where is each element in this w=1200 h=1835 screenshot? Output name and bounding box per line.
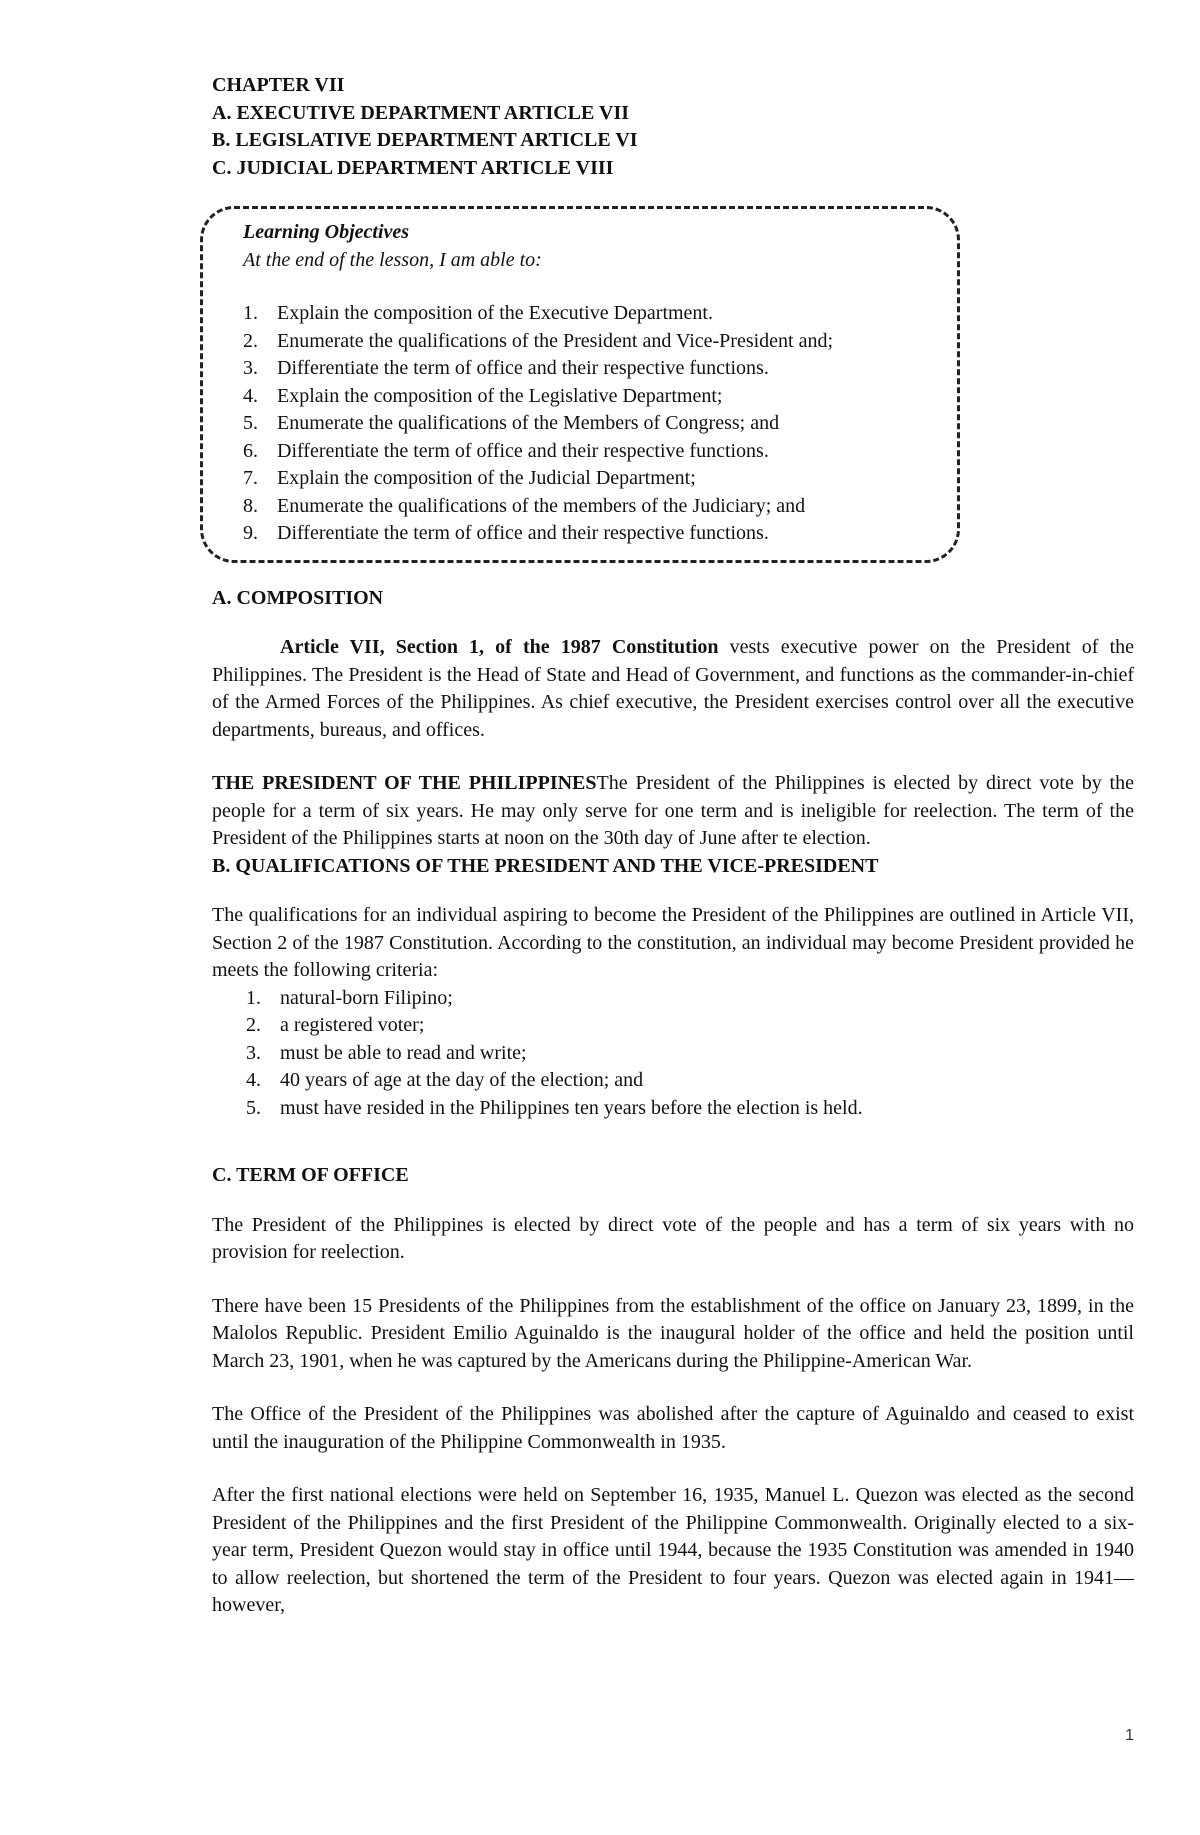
item-number: 3. xyxy=(246,1041,261,1064)
qualification-item xyxy=(246,1067,1134,1095)
item-number: 8. xyxy=(243,494,258,517)
item-text: a registered voter; xyxy=(280,1014,425,1036)
qualification-item xyxy=(246,1040,1134,1068)
item-number: 2. xyxy=(243,329,258,352)
item-number: 3. xyxy=(243,357,258,379)
item-text: Enumerate the qualifications of the members of the Judiciary; and xyxy=(277,494,806,517)
item-text: Differentiate the term of office and their respective functions. xyxy=(277,357,769,379)
composition-heading: A. COMPOSITION xyxy=(212,586,384,609)
composition-bold-lead: Article VII, Section 1, of the 1987 Constitution xyxy=(280,636,719,658)
objective-item xyxy=(243,493,941,521)
objective-item xyxy=(243,438,941,466)
chapter-title: CHAPTER VII xyxy=(212,74,345,96)
section-spacer xyxy=(212,1122,1134,1162)
heading-legislative: B. LEGISLATIVE DEPARTMENT ARTICLE VI xyxy=(212,129,638,151)
qualifications-list xyxy=(246,985,1134,1123)
item-text: must be able to read and write; xyxy=(280,1041,527,1064)
item-number: 6. xyxy=(243,439,258,462)
item-number: 4. xyxy=(243,384,258,407)
learning-objectives-intro: At the end of the lesson, I am able to: xyxy=(243,248,542,271)
chapter-headings xyxy=(212,72,1134,182)
objective-item xyxy=(243,520,941,548)
heading-executive: A. EXECUTIVE DEPARTMENT ARTICLE VII xyxy=(212,101,630,124)
term-paragraph-2: There have been 15 Presidents of the Philippines from the establishment of the office on January 23, 1899, in the Malolos Republic. President Emilio Aguinaldo is the inaugural holder of the office and held the position until March 23, 1901, when he was captured by the Americans during the Philippine-American War. xyxy=(212,1294,1134,1372)
qualification-item xyxy=(246,985,1134,1013)
objective-item xyxy=(243,465,941,493)
term-heading: C. TERM OF OFFICE xyxy=(212,1164,409,1186)
composition-text: vests executive power on the President of the Philippines. The President is the Head of State and Head of Government, and functions as the commander-in-chief of the Armed Forces of the Philippines. As chief executive, the President exercises control over all the executive departments, bureaus, and offices. xyxy=(212,636,1135,741)
page-content xyxy=(212,72,1134,1646)
qualification-item xyxy=(246,1012,1134,1040)
president-paragraph xyxy=(212,770,1134,853)
objective-item xyxy=(243,300,941,328)
item-text: 40 years of age at the day of the election; and xyxy=(280,1069,644,1091)
term-paragraph-3: The Office of the President of the Philippines was abolished after the capture of Aguinaldo and ceased to exist until the inauguration of the Philippine Commonwealth in 1935. xyxy=(212,1403,1134,1453)
item-text: must have resided in the Philippines ten years before the election is held. xyxy=(280,1096,863,1119)
item-number: 5. xyxy=(246,1096,261,1119)
item-text: natural-born Filipino; xyxy=(280,986,453,1009)
objective-item xyxy=(243,410,941,438)
item-number: 1. xyxy=(243,302,258,324)
qualification-item xyxy=(246,1095,1134,1123)
item-text: Explain the composition of the Judicial Department; xyxy=(277,467,696,489)
objectives-list xyxy=(243,300,941,548)
item-number: 4. xyxy=(246,1069,261,1091)
president-bold-lead: THE PRESIDENT OF THE PHILIPPINES xyxy=(212,772,597,794)
item-text: Explain the composition of the Legislative Department; xyxy=(277,384,723,407)
item-number: 7. xyxy=(243,467,258,489)
objective-item xyxy=(243,383,941,411)
item-number: 1. xyxy=(246,986,261,1009)
item-number: 9. xyxy=(243,522,258,544)
item-text: Differentiate the term of office and their respective functions. xyxy=(277,439,769,462)
heading-judicial: C. JUDICIAL DEPARTMENT ARTICLE VIII xyxy=(212,156,614,179)
term-paragraph-4: After the first national elections were held on September 16, 1935, Manuel L. Quezon was elected as the second President of the Philippines and the first President of the Philippine Commonwealth. Originally elected to a six-year term, President Quezon would stay in office until 1944, because the 1935 Constitution was amended in 1940 to allow reelection, but shortened the term of the President to four years. Quezon was elected again in 1941—however, xyxy=(212,1484,1134,1616)
item-text: Enumerate the qualifications of the Members of Congress; and xyxy=(277,412,780,434)
objective-item xyxy=(243,328,941,356)
objective-item xyxy=(243,355,941,383)
item-text: Enumerate the qualifications of the President and Vice-President and; xyxy=(277,329,834,352)
term-paragraph-1: The President of the Philippines is elected by direct vote of the people and has a term of six years with no provision for reelection. xyxy=(212,1213,1134,1263)
item-number: 2. xyxy=(246,1014,261,1036)
learning-objectives-title: Learning Objectives xyxy=(243,221,410,243)
learning-objectives-box xyxy=(200,206,960,563)
composition-paragraph xyxy=(212,634,1134,744)
page-number: 1 xyxy=(1125,1727,1134,1744)
item-number: 5. xyxy=(243,412,258,434)
qualifications-heading: B. QUALIFICATIONS OF THE PRESIDENT AND THE VICE-PRESIDENT xyxy=(212,854,879,877)
president-text: The President of the Philippines is elected by direct vote by the people for a term of six years. He may only serve for one term and is ineligible for reelection. The term of the President of the Philippines starts at noon on the 30th day of June after te election. xyxy=(212,772,1134,849)
item-text: Differentiate the term of office and their respective functions. xyxy=(277,522,769,544)
qualifications-intro: The qualifications for an individual aspiring to become the President of the Philippines are outlined in Article VII, Section 2 of the 1987 Constitution. According to the constitution, an individual may become President provided he meets the following criteria: xyxy=(212,904,1134,981)
item-text: Explain the composition of the Executive Department. xyxy=(277,302,713,324)
